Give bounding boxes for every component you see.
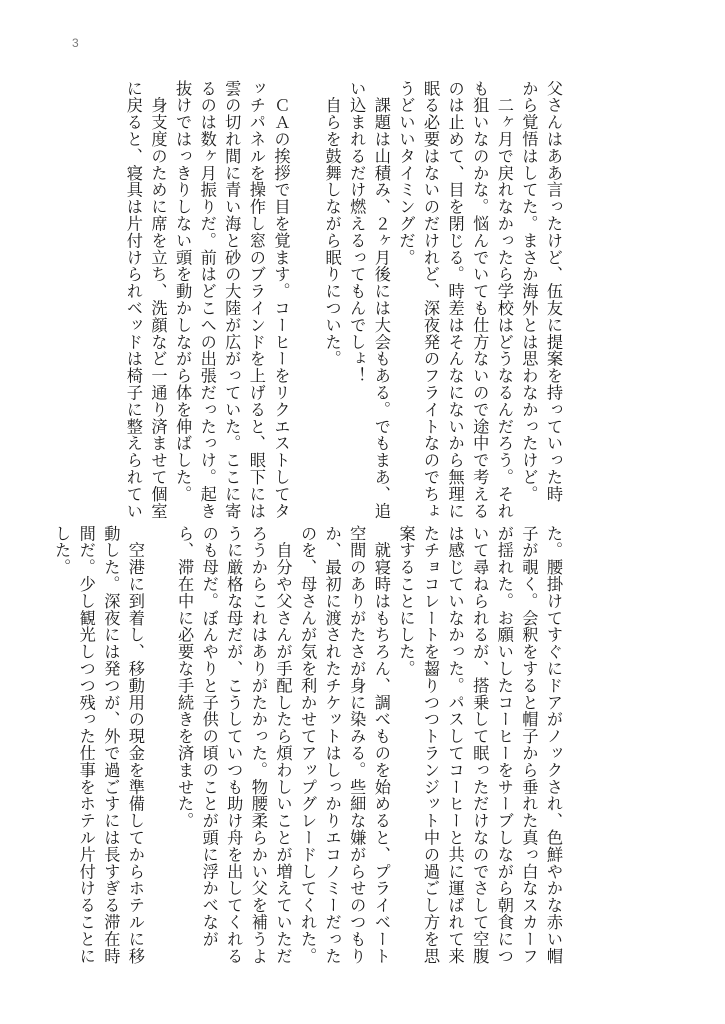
text-line: 身支度のために席を立ち、洗顔など一通り済ませて個室 — [148, 80, 168, 520]
text-line: るのは数ヶ月振りだ。前はどこへの出張だったっけ。起き — [197, 80, 217, 520]
text-line: 雲の切れ間に青い海と砂の大陸が広がっていた。ここに寄 — [222, 80, 242, 520]
text-line: 案することにした。 — [396, 525, 416, 678]
text-line: 自分や父さんが手配したら煩わしいことが増えていただ — [273, 525, 293, 965]
text-line: した。 — [52, 525, 72, 576]
text-line: 抜けではっきりしない頭を動かしながら体を伸ばした。 — [173, 80, 193, 503]
text-line: 空港に到着し、移動用の現金を準備してからホテルに移 — [125, 525, 145, 965]
section-gap — [292, 80, 294, 484]
section-gap — [294, 80, 319, 484]
text-line: のも母だ。ぼんやりと子供の頃のことが頭に浮かべなが — [199, 525, 219, 948]
text-line: に戻ると、寝具は片付けられベッドは椅子に整えられてい — [123, 80, 143, 520]
page-number: 3 — [72, 36, 79, 50]
text-line: ＣＡの挨拶で目を覚ます。コーヒーをリクエストしてタ — [271, 80, 291, 520]
text-line: は感じていなかった。パスしてコーヒーと共に運ばれて来 — [445, 525, 465, 965]
text-line: 二ヶ月で戻れなかったら学校はどうなるんだろう。それ — [494, 80, 514, 520]
text-line: ッチパネルを操作し窓のブラインドを上げると、眼下には — [246, 80, 266, 520]
text-line: た。腰掛けてすぐにドアがノックされ、色鮮やかな赤い帽 — [544, 525, 563, 965]
section-gap — [147, 525, 172, 945]
text-line: のを、母さんが気を利かせてアップグレードしてくれた。 — [298, 525, 318, 965]
text-line: 自らを鼓舞しながら眠りについた。 — [322, 80, 342, 368]
text-line: が揺れた。お願いしたコーヒーをサーブしながら朝食につ — [494, 525, 514, 965]
text-line: ら、滞在中に必要な手続きを済ませた。 — [175, 525, 195, 830]
text-line: いて尋ねられるが、搭乗して眠っただけなのでさして空腹 — [470, 525, 490, 965]
text-line: うに厳格な母だが、こうしていつも助け舟を出してくれる — [224, 525, 244, 965]
text-line: たチョコレートを齧りつつトランジット中の過ごし方を思 — [421, 525, 441, 965]
text-line: い込まれるだけ燃えるってもんでしょ！ — [347, 80, 367, 385]
text-line: か、最初に渡されたチケットはしっかりエコノミーだった — [322, 525, 342, 965]
text-line: 就寝時はもちろん、調べものを始めると、プライベート — [371, 525, 391, 965]
text-line: 空間のありがたさが身に染みる。些細な嫌がらせのつもり — [347, 525, 367, 965]
text-column-block-top — [105, 80, 565, 520]
text-line: 子が覗く。会釈をすると帽子から垂れた真っ白なスカーフ — [519, 525, 539, 965]
text-line: 間だ。少し観光しつつ残った仕事をホテル片付けることに — [76, 525, 96, 965]
text-line: から覚悟はしてた。まさか海外とは思わなかったけど。 — [519, 80, 539, 503]
text-line: も狙いなのかな。悩んでいても仕方ないので途中で考える — [470, 80, 490, 520]
text-line: うどいいタイミングだ。 — [396, 80, 416, 266]
text-line: ろうからこれはありがたかった。物腰柔らかい父を補うよ — [248, 525, 268, 965]
text-line: 課題は山積み、２ヶ月後には大会もある。でもまあ、追 — [371, 80, 391, 520]
text-line: 眠る必要はないのだけれど、深夜発のフライトなのでちょ — [421, 80, 441, 520]
text-line: のは止めて、目を閉じる。時差はそんなにないから無理に — [445, 80, 465, 520]
text-line: 動した。深夜には発つが、外で過ごすには長すぎる滞在時 — [101, 525, 121, 965]
text-line: 父さんはああ言ったけど、伍友に提案を持っていった時 — [544, 80, 563, 503]
text-column-block-bottom — [52, 525, 565, 965]
